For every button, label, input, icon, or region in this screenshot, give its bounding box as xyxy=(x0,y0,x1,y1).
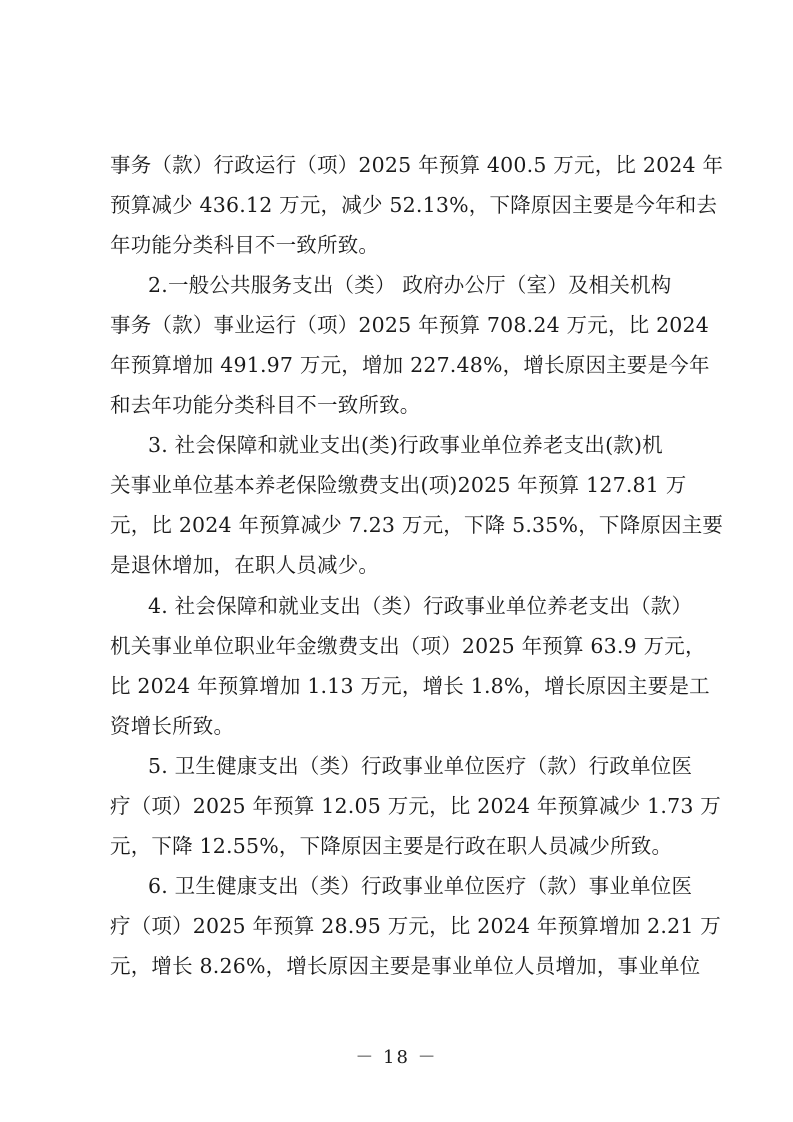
paragraph-5-line-3: 元，下降 12.55%，下降原因主要是行政在职人员减少所致。 xyxy=(110,834,673,858)
paragraph-3-line-2: 关事业单位基本养老保险缴费支出(项)2025 年预算 127.81 万 xyxy=(110,473,687,497)
paragraph-4-line-3: 比 2024 年预算增加 1.13 万元，增长 1.8%，增长原因主要是工 xyxy=(110,674,710,698)
paragraph-3-line-4: 是退休增加，在职人员减少。 xyxy=(110,553,380,577)
paragraph-5-line-2: 疗（项）2025 年预算 12.05 万元，比 2024 年预算减少 1.73 万 xyxy=(110,794,721,818)
paragraph-1-line-2: 预算减少 436.12 万元，减少 52.13%，下降原因主要是今年和去 xyxy=(110,193,718,217)
paragraph-6-line-2: 疗（项）2025 年预算 28.95 万元，比 2024 年预算增加 2.21 万 xyxy=(110,914,721,938)
paragraph-3-line-1: 3. 社会保障和就业支出(类)行政事业单位养老支出(款)机 xyxy=(148,433,663,457)
paragraph-2-line-1: 2.一般公共服务支出（类） 政府办公厅（室）及相关机构 xyxy=(148,273,672,297)
paragraph-4-line-1: 4. 社会保障和就业支出（类）行政事业单位养老支出（款） xyxy=(148,594,693,618)
paragraph-5-line-1: 5. 卫生健康支出（类）行政事业单位医疗（款）行政单位医 xyxy=(148,754,693,778)
paragraph-4-line-4: 资增长所致。 xyxy=(110,714,235,738)
paragraph-6-line-1: 6. 卫生健康支出（类）行政事业单位医疗（款）事业单位医 xyxy=(148,874,693,898)
paragraph-2-line-3: 年预算增加 491.97 万元，增加 227.48%，增长原因主要是今年 xyxy=(110,353,710,377)
paragraph-2-line-4: 和去年功能分类科目不一致所致。 xyxy=(110,393,421,417)
page-number: － 18 － xyxy=(355,1047,438,1068)
paragraph-4-line-2: 机关事业单位职业年金缴费支出（项）2025 年预算 63.9 万元， xyxy=(110,634,706,658)
paragraph-1-line-3: 年功能分类科目不一致所致。 xyxy=(110,233,380,257)
paragraph-6-line-3: 元，增长 8.26%，增长原因主要是事业单位人员增加，事业单位 xyxy=(110,954,701,978)
paragraph-1-line-1: 事务（款）行政运行（项）2025 年预算 400.5 万元，比 2024 年 xyxy=(110,153,724,177)
paragraph-2-line-2: 事务（款）事业运行（项）2025 年预算 708.24 万元，比 2024 xyxy=(110,313,710,337)
paragraph-3-line-3: 元，比 2024 年预算减少 7.23 万元，下降 5.35%，下降原因主要 xyxy=(110,513,724,537)
